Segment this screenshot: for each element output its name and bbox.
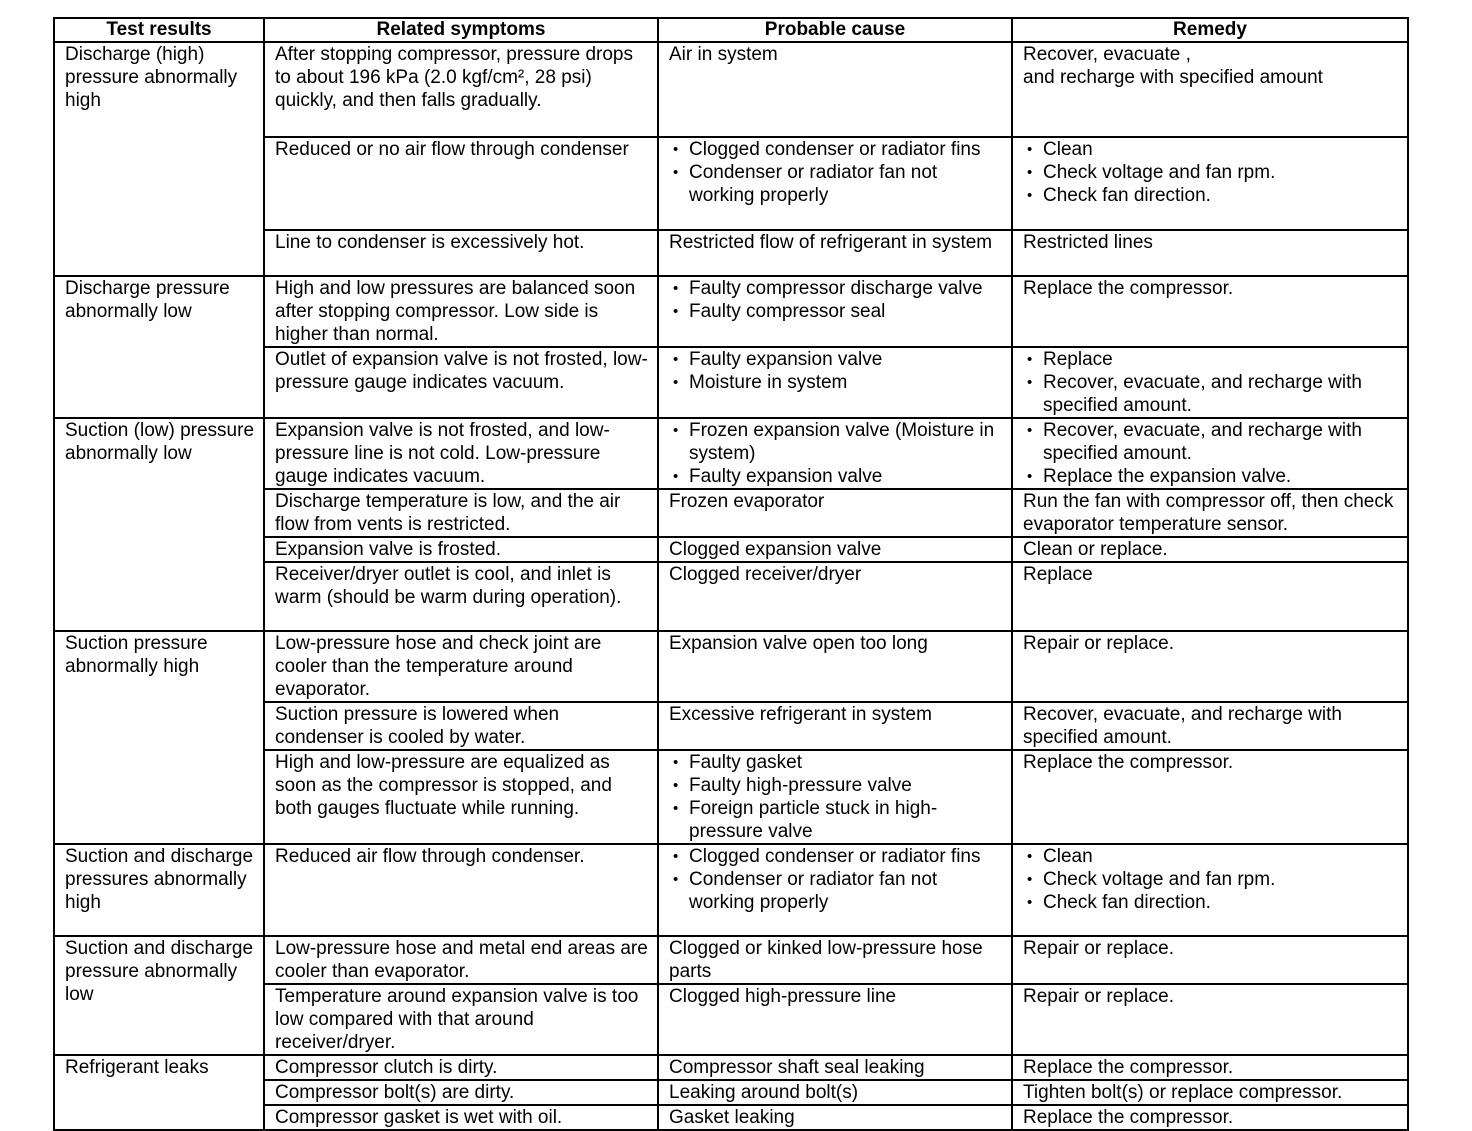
cause-list (669, 138, 1005, 207)
symptom-text: Line to condenser is excessively hot. (275, 232, 585, 253)
remedy-list (1023, 845, 1401, 914)
cause-item: • Clogged condenser or radiator fins (669, 138, 1005, 161)
symptom-text: Discharge temperature is low, and the air flow from vents is restricted. (275, 491, 621, 535)
remedy-cell (1012, 276, 1408, 347)
symptom-cell (264, 1055, 658, 1080)
cause-cell (658, 631, 1012, 702)
cause-text: Air in system (669, 44, 778, 65)
cause-item: • Foreign particle stuck in high-pressure valve (669, 797, 1005, 843)
cause-cell (658, 844, 1012, 936)
symptom-cell (264, 537, 658, 562)
table-row (54, 42, 1408, 137)
cause-cell (658, 984, 1012, 1055)
remedy-text: and recharge with specified amount (1023, 67, 1323, 88)
symptom-text: Receiver/dryer outlet is cool, and inlet is warm (should be warm during operation). (275, 564, 622, 608)
cause-item: • Condenser or radiator fan not working properly (669, 868, 1005, 914)
remedy-cell (1012, 137, 1408, 230)
remedy-item: • Clean (1023, 845, 1401, 868)
cause-cell (658, 702, 1012, 750)
cause-item: • Clogged condenser or radiator fins (669, 845, 1005, 868)
remedy-cell (1012, 702, 1408, 750)
cause-text: Clogged expansion valve (669, 539, 882, 560)
test-result-cell (54, 1055, 264, 1130)
remedy-text: Replace (1023, 564, 1093, 585)
symptom-cell (264, 936, 658, 984)
cause-cell (658, 276, 1012, 347)
remedy-text: Recover, evacuate, and recharge with specified amount. (1023, 704, 1342, 748)
remedy-text: Replace the compressor. (1023, 1107, 1234, 1128)
cause-list (669, 751, 1005, 843)
cause-text: Restricted flow of refrigerant in system (669, 232, 993, 253)
cause-cell (658, 137, 1012, 230)
symptom-cell (264, 42, 658, 137)
test-result-cell (54, 276, 264, 418)
remedy-cell (1012, 631, 1408, 702)
cause-text: Excessive refrigerant in system (669, 704, 932, 725)
test-result-text: Suction pressure abnormally high (65, 633, 208, 677)
symptom-text: Suction pressure is lowered when condenser is cooled by water. (275, 704, 560, 748)
remedy-text: Repair or replace. (1023, 986, 1175, 1007)
remedy-item: • Check voltage and fan rpm. (1023, 161, 1401, 184)
cause-text: Clogged or kinked low-pressure hose parts (669, 938, 983, 982)
remedy-list (1023, 419, 1401, 488)
remedy-cell (1012, 537, 1408, 562)
remedy-cell (1012, 750, 1408, 844)
remedy-item: • Check fan direction. (1023, 184, 1401, 207)
cause-cell (658, 537, 1012, 562)
cause-item: • Faulty gasket (669, 751, 1005, 774)
symptom-cell (264, 1105, 658, 1130)
cause-cell (658, 1105, 1012, 1130)
header-related-symptoms: Related symptoms (264, 18, 658, 42)
cause-cell (658, 936, 1012, 984)
test-result-text: Suction and discharge pressure abnormally low (65, 938, 254, 1005)
symptom-text: High and low pressures are balanced soon after stopping compressor. Low side is higher than normal. (275, 278, 636, 345)
cause-item: • Faulty expansion valve (669, 465, 1005, 488)
remedy-text: Run the fan with compressor off, then check evaporator temperature sensor. (1023, 491, 1394, 535)
remedy-text: Tighten bolt(s) or replace compressor. (1023, 1082, 1343, 1103)
test-result-cell (54, 844, 264, 936)
symptom-cell (264, 418, 658, 489)
test-result-cell (54, 936, 264, 1055)
cause-cell (658, 1080, 1012, 1105)
cause-list (669, 348, 1005, 394)
symptom-text: Expansion valve is not frosted, and low-pressure line is not cold. Low-pressure gauge indicates vacuum. (275, 420, 610, 487)
symptom-cell (264, 844, 658, 936)
symptom-cell (264, 276, 658, 347)
table-row (54, 631, 1408, 702)
table-row (54, 844, 1408, 936)
cause-text: Gasket leaking (669, 1107, 795, 1128)
remedy-cell (1012, 489, 1408, 537)
remedy-cell (1012, 1055, 1408, 1080)
test-result-text: Refrigerant leaks (65, 1057, 209, 1078)
symptom-text: Outlet of expansion valve is not frosted, low-pressure gauge indicates vacuum. (275, 349, 648, 393)
table-row (54, 418, 1408, 489)
symptom-text: Compressor clutch is dirty. (275, 1057, 498, 1078)
symptom-cell (264, 489, 658, 537)
cause-text: Clogged receiver/dryer (669, 564, 862, 585)
symptom-text: Low-pressure hose and check joint are cooler than the temperature around evaporator. (275, 633, 602, 700)
cause-cell (658, 418, 1012, 489)
symptom-text: After stopping compressor, pressure drops to about 196 kPa (2.0 kgf/cm², 28 psi) quickly, and then falls gradually. (275, 44, 634, 111)
remedy-text: Replace the compressor. (1023, 278, 1234, 299)
remedy-list (1023, 348, 1401, 417)
cause-item: • Faulty compressor seal (669, 300, 1005, 323)
remedy-cell (1012, 936, 1408, 984)
remedy-text: Replace the compressor. (1023, 752, 1234, 773)
cause-text: Expansion valve open too long (669, 633, 928, 654)
cause-text: Frozen evaporator (669, 491, 825, 512)
remedy-cell (1012, 418, 1408, 489)
test-result-cell (54, 418, 264, 631)
remedy-cell (1012, 562, 1408, 631)
table-row (54, 276, 1408, 347)
remedy-item: • Clean (1023, 138, 1401, 161)
symptom-cell (264, 562, 658, 631)
remedy-item: • Replace (1023, 348, 1401, 371)
symptom-text: High and low-pressure are equalized as soon as the compressor is stopped, and both gauges fluctuate while running. (275, 752, 612, 819)
cause-item: • Faulty compressor discharge valve (669, 277, 1005, 300)
header-remedy: Remedy (1012, 18, 1408, 42)
remedy-text: Recover, evacuate , (1023, 44, 1191, 65)
cause-item: • Frozen expansion valve (Moisture in system) (669, 419, 1005, 465)
symptom-text: Reduced air flow through condenser. (275, 846, 585, 867)
cause-list (669, 419, 1005, 488)
cause-item: • Condenser or radiator fan not working properly (669, 161, 1005, 207)
troubleshooting-table-container (53, 17, 1407, 1131)
remedy-text: Repair or replace. (1023, 633, 1175, 654)
remedy-text: Clean or replace. (1023, 539, 1168, 560)
remedy-list (1023, 138, 1401, 207)
cause-cell (658, 230, 1012, 276)
symptom-text: Low-pressure hose and metal end areas are cooler than evaporator. (275, 938, 648, 982)
header-test-results: Test results (54, 18, 264, 42)
cause-cell (658, 562, 1012, 631)
cause-item: • Faulty expansion valve (669, 348, 1005, 371)
test-result-text: Suction and discharge pressures abnormally high (65, 846, 254, 913)
remedy-cell (1012, 984, 1408, 1055)
symptom-cell (264, 702, 658, 750)
symptom-text: Compressor bolt(s) are dirty. (275, 1082, 515, 1103)
symptom-cell (264, 984, 658, 1055)
cause-cell (658, 347, 1012, 418)
troubleshooting-table (53, 17, 1409, 1131)
cause-text: Compressor shaft seal leaking (669, 1057, 925, 1078)
test-result-text: Suction (low) pressure abnormally low (65, 420, 255, 464)
table-row (54, 1055, 1408, 1080)
remedy-item: • Recover, evacuate, and recharge with specified amount. (1023, 419, 1401, 465)
remedy-cell (1012, 347, 1408, 418)
test-result-text: Discharge pressure abnormally low (65, 278, 230, 322)
symptom-cell (264, 1080, 658, 1105)
cause-item: • Faulty high-pressure valve (669, 774, 1005, 797)
remedy-text: Replace the compressor. (1023, 1057, 1234, 1078)
cause-item: • Moisture in system (669, 371, 1005, 394)
header-row (54, 18, 1408, 42)
test-result-cell (54, 631, 264, 844)
cause-text: Leaking around bolt(s) (669, 1082, 859, 1103)
remedy-item: • Check fan direction. (1023, 891, 1401, 914)
remedy-cell (1012, 844, 1408, 936)
cause-list (669, 845, 1005, 914)
remedy-item: • Recover, evacuate, and recharge with specified amount. (1023, 371, 1401, 417)
remedy-cell (1012, 42, 1408, 137)
cause-text: Clogged high-pressure line (669, 986, 897, 1007)
table-row (54, 936, 1408, 984)
cause-cell (658, 489, 1012, 537)
table-header (54, 18, 1408, 42)
remedy-cell (1012, 230, 1408, 276)
symptom-cell (264, 137, 658, 230)
symptom-cell (264, 750, 658, 844)
remedy-cell (1012, 1080, 1408, 1105)
symptom-cell (264, 347, 658, 418)
symptom-text: Reduced or no air flow through condenser (275, 139, 629, 160)
table-body (54, 42, 1408, 1130)
cause-cell (658, 750, 1012, 844)
symptom-cell (264, 230, 658, 276)
symptom-text: Temperature around expansion valve is too low compared with that around receiver/dryer. (275, 986, 639, 1053)
symptom-text: Compressor gasket is wet with oil. (275, 1107, 563, 1128)
cause-list (669, 277, 1005, 323)
remedy-text: Repair or replace. (1023, 938, 1175, 959)
remedy-item: • Replace the expansion valve. (1023, 465, 1401, 488)
header-probable-cause: Probable cause (658, 18, 1012, 42)
cause-cell (658, 1055, 1012, 1080)
symptom-text: Expansion valve is frosted. (275, 539, 502, 560)
test-result-cell (54, 42, 264, 276)
remedy-text: Restricted lines (1023, 232, 1153, 253)
test-result-text: Discharge (high) pressure abnormally high (65, 44, 238, 111)
cause-cell (658, 42, 1012, 137)
remedy-cell (1012, 1105, 1408, 1130)
symptom-cell (264, 631, 658, 702)
remedy-item: • Check voltage and fan rpm. (1023, 868, 1401, 891)
